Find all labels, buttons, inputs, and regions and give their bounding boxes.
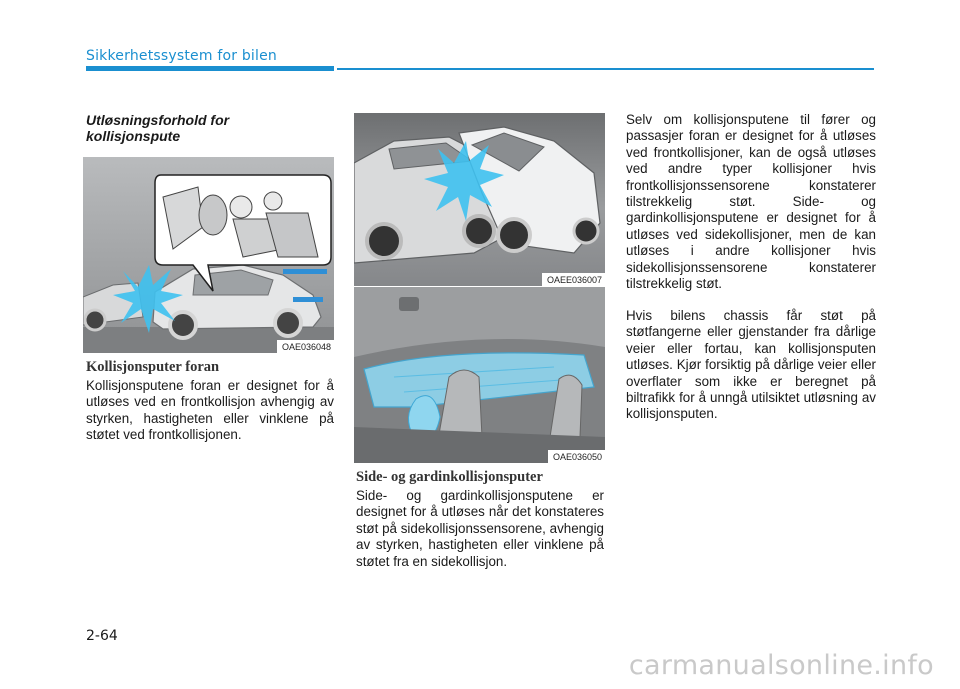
page-number: 2-64 bbox=[86, 628, 118, 644]
section-title: Sikkerhetssystem for bilen bbox=[86, 48, 278, 64]
subheading-front-airbags: Kollisjonsputer foran bbox=[86, 359, 220, 375]
paragraph-chassis-impact: Hvis bilens chassis får støt på støtfangerne eller gjenstander fra dårlige veier eller fortau, kan kollisjonsputen utløses. Kjør forsiktig på dårlige veier eller overflater som ikke er beregnet på biltrafikk for å unngå utilsiktet utløsning av kollisjonsputen. bbox=[626, 308, 876, 422]
front-crash-figure bbox=[83, 157, 334, 353]
figure-code: OAE036048 bbox=[277, 340, 334, 353]
watermark: carmanualsonline.info bbox=[628, 650, 934, 681]
paragraph-front-airbags: Kollisjonsputene foran er designet for å utløses ved en frontkollisjon avhengig av styrken, hastigheten eller vinklene på støtet ved frontkollisjonen. bbox=[86, 378, 334, 443]
side-crash-illustration bbox=[354, 113, 605, 286]
paragraph-other-collisions: Selv om kollisjonsputene til fører og passasjer foran er designet for å utløses ved frontkollisjoner, kan de også utløses ved andre typer kollisjoner hvis frontkollisjonssensorene konstaterer tilstrekkelig støt. Side- og gardinkollisjonsputene er designet for å utløses ved sidekollisjoner, men de kan utløses i andre kollisjoner hvis sidekollisjonssensorene konstaterer tilstrekkelig støt. bbox=[626, 112, 876, 292]
header-rule-thin bbox=[337, 68, 874, 70]
curtain-airbag-figure bbox=[354, 287, 605, 463]
curtain-airbag-illustration bbox=[354, 287, 605, 463]
side-crash-figure bbox=[354, 113, 605, 286]
paragraph-side-airbags: Side- og gardinkollisjonsputene er designet for å utløses når det konstateres støt på sidekollisjonssensorene, avhengig av styrken, hastigheten eller vinklene på støtet fra en sidekollisjon. bbox=[356, 488, 604, 569]
figure-code: OAEE036007 bbox=[542, 273, 605, 286]
figure-code: OAE036050 bbox=[548, 450, 605, 463]
section-heading: Utløsningsforhold for kollisjonspute bbox=[86, 112, 230, 144]
front-crash-illustration bbox=[83, 157, 334, 353]
subheading-side-airbags: Side- og gardinkollisjonsputer bbox=[356, 469, 543, 485]
header-rule-thick bbox=[86, 66, 334, 71]
